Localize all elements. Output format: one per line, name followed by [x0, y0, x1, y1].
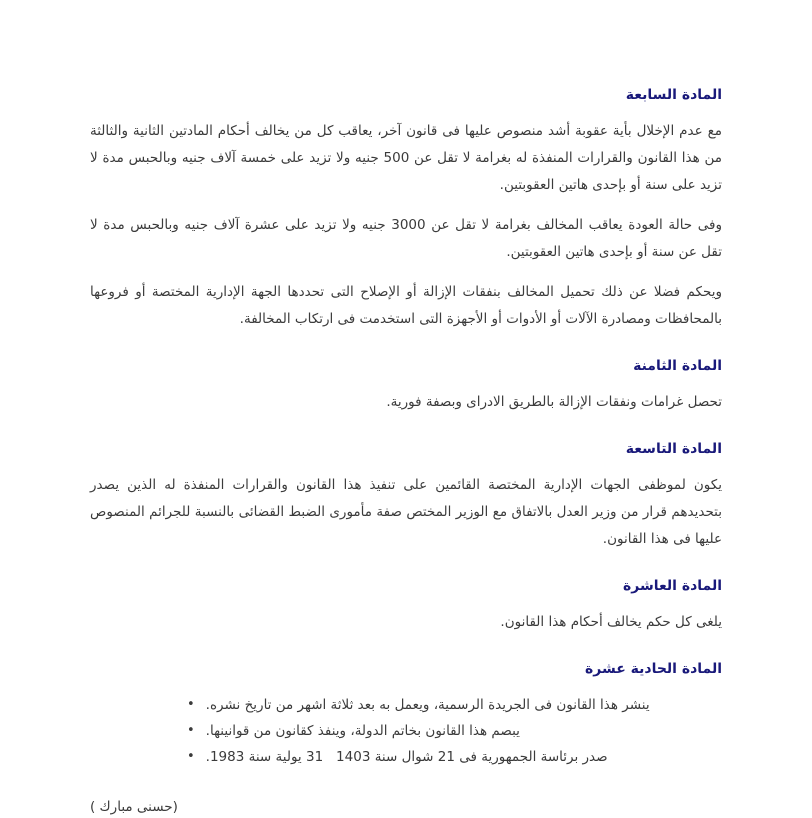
- list-item: [187, 692, 722, 718]
- article-heading: المادة التاسعة: [625, 441, 722, 457]
- bullet-icon: •: [187, 749, 195, 764]
- article-paragraph: تحصل غرامات ونفقات الإزالة بالطريق الادراى وبصفة فورية.: [386, 394, 722, 410]
- article-section-ten: [90, 577, 722, 636]
- article-bullet-list: [90, 692, 722, 770]
- list-item-text: صدر برئاسة الجمهورية فى 21 شوال سنة 1403 31 يولية سنة 1983.: [205, 749, 608, 765]
- article-section-seven: [90, 86, 722, 333]
- article-paragraph: ويحكم فضلا عن ذلك تحميل المخالف بنفقات الإزالة أو الإصلاح التى تحددها الجهة الإدارية المختصة أو فروعها بالمحافظات ومصادرة الآلات أو الأدوات أو الأجهزة التى استخدمت فى ارتكاب المخالفة.: [90, 284, 722, 327]
- article-paragraph: وفى حالة العودة يعاقب المخالف بغرامة لا تقل عن 3000 جنيه ولا تزيد على عشرة آلاف جنيه وبالحبس مدة لا تقل عن سنة أو بإحدى هاتين العقوبتين.: [90, 217, 722, 260]
- list-item: [187, 718, 722, 744]
- article-heading: المادة العاشرة: [623, 578, 722, 594]
- article-section-nine: [90, 440, 722, 553]
- article-paragraph: مع عدم الإخلال بأية عقوبة أشد منصوص عليها فى قانون آخر، يعاقب كل من يخالف أحكام المادتين الثانية والثالثة من هذا القانون والقرارات المنفذة له بغرامة لا تقل عن 500 جنيه ولا تزيد على خمسة آلاف جنيه وبالحبس مدة لا تزيد على سنة أو بإحدى هاتين العقوبتين.: [90, 123, 722, 193]
- article-section-eight: [90, 357, 722, 416]
- article-heading: المادة الثامنة: [633, 358, 722, 374]
- bullet-icon: •: [187, 697, 195, 712]
- list-item-text: يبصم هذا القانون بخاتم الدولة، وينفذ كقانون من قوانينها.: [205, 723, 520, 739]
- signature: (حسنى مبارك ): [90, 799, 178, 815]
- article-heading: المادة السابعة: [625, 87, 722, 103]
- bullet-icon: •: [187, 723, 195, 738]
- article-paragraph: يلغى كل حكم يخالف أحكام هذا القانون.: [500, 614, 722, 630]
- article-heading: المادة الحادية عشرة: [584, 661, 722, 677]
- article-paragraph: يكون لموظفى الجهات الإدارية المختصة القائمين على تنفيذ هذا القانون والقرارات المنفذة له الذين يصدر بتحديدهم قرار من وزير العدل بالاتفاق مع الوزير المختص صفة مأمورى الضبط القضائى بالنسبة للجرائم المنصوص عليها فى هذا القانون.: [90, 477, 722, 547]
- list-item-text: ينشر هذا القانون فى الجريدة الرسمية، ويعمل به بعد ثلاثة اشهر من تاريخ نشره.: [205, 697, 650, 713]
- list-item: [187, 744, 722, 770]
- article-section-eleven: [90, 660, 722, 770]
